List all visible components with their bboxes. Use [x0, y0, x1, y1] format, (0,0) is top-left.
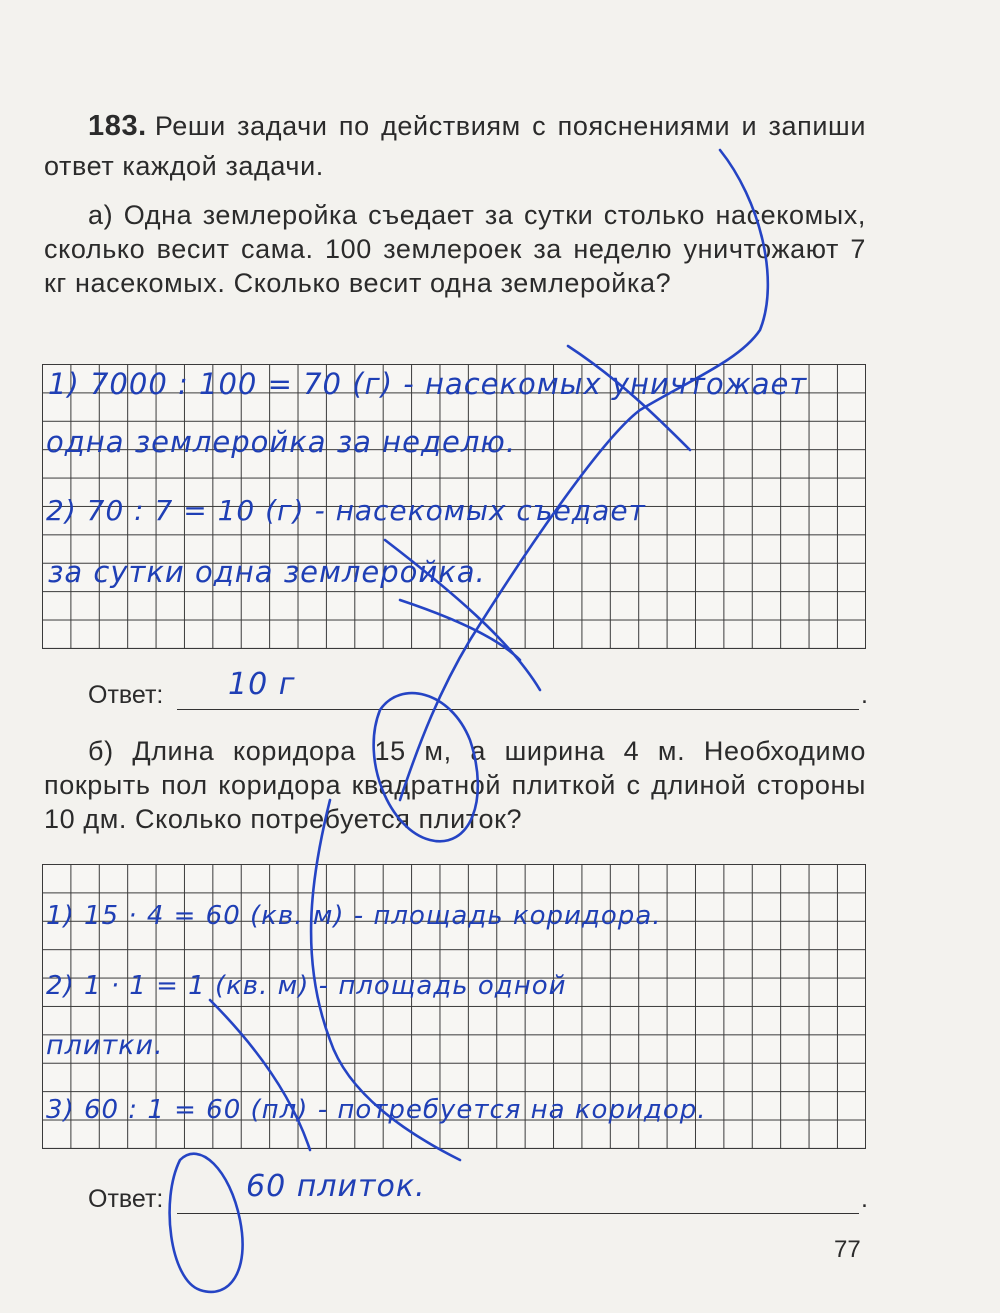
- task-instruction: Реши задачи по действиям с пояснениями и запиши ответ каждой задачи.: [44, 111, 866, 181]
- page-number: 77: [834, 1236, 861, 1263]
- problem-b-answer-line: [177, 1191, 859, 1214]
- hw-a-line1: 1) 7000 : 100 = 70 (г) - насекомых уничтожает: [48, 367, 808, 401]
- hw-b-line2: 2) 1 · 1 = 1 (кв. м) - площадь одной: [46, 971, 567, 1001]
- hw-b-line3: плитки.: [46, 1030, 164, 1061]
- hw-a-line2: одна землеройка за неделю.: [46, 425, 517, 459]
- problem-b-text: [44, 734, 866, 836]
- problem-b-statement: б) Длина коридора 15 м, а ширина 4 м. Необходимо покрыть пол коридора квадратной плиткой с длиной стороны 10 дм. Сколько потребуется плиток?: [44, 736, 866, 834]
- problem-a-text: [44, 198, 866, 300]
- hw-a-line3: 2) 70 : 7 = 10 (г) - насекомых съедает: [46, 494, 646, 527]
- hw-b-line4: 3) 60 : 1 = 60 (пл) - потребуется на коридор.: [46, 1095, 707, 1125]
- problem-b-answer-label: Ответ:: [88, 1185, 164, 1213]
- problem-a-grid: [42, 364, 866, 649]
- problem-a-answer-line: [177, 687, 859, 710]
- hw-b-answer: 60 плиток.: [246, 1169, 426, 1204]
- problem-a-answer-label: Ответ:: [88, 681, 164, 709]
- task-header: [44, 106, 866, 186]
- problem-b-grid: [42, 864, 866, 1149]
- problem-a-statement: а) Одна землеройка съедает за сутки столько насекомых, сколько весит сама. 100 землероек за неделю уничтожают 7 кг насекомых. Сколько весит одна землеройка?: [44, 200, 866, 298]
- problem-a-answer-row: Ответ: .: [88, 681, 868, 709]
- hw-a-answer: 10 г: [228, 667, 296, 702]
- task-number: 183.: [88, 110, 147, 142]
- problem-b-answer-row: Ответ: .: [88, 1185, 868, 1213]
- hw-b-line1: 1) 15 · 4 = 60 (кв. м) - площадь коридора.: [46, 901, 662, 931]
- hw-a-line4: за сутки одна землеройка.: [48, 555, 486, 589]
